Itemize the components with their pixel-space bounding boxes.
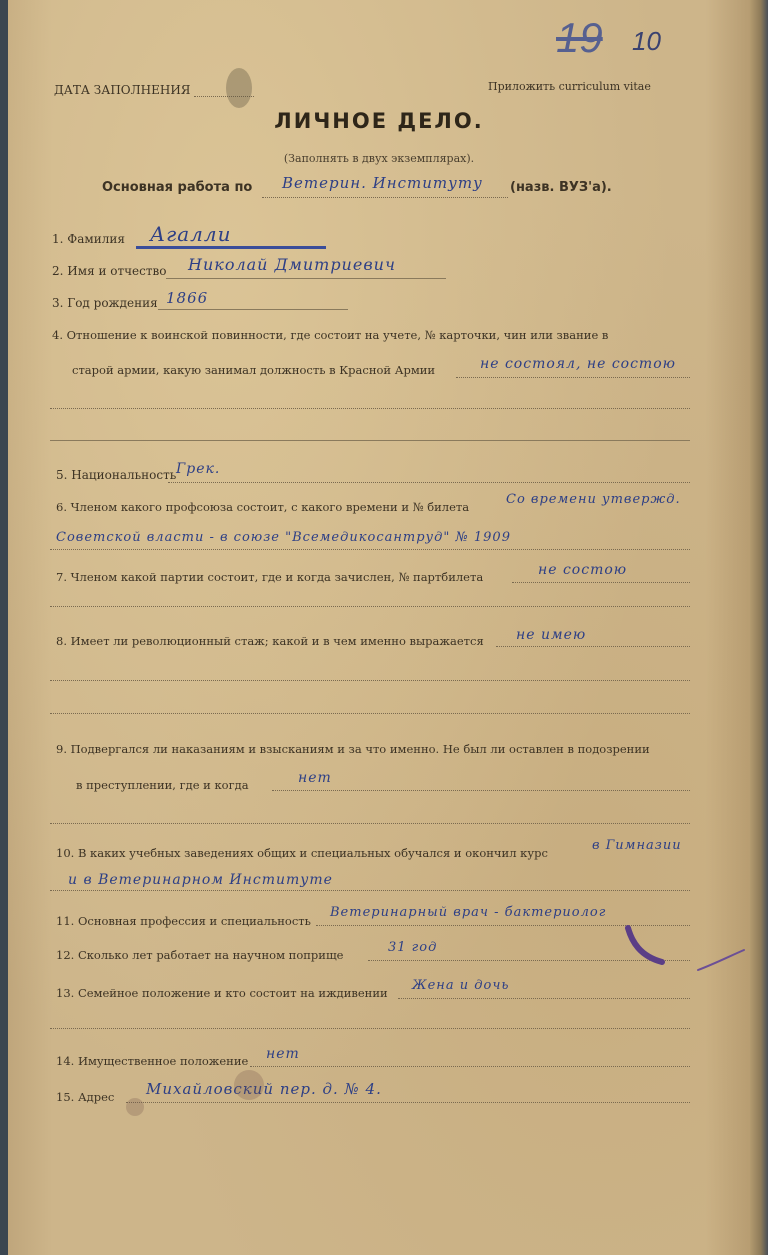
field-7-label: 7. Членом какой партии состоит, где и когда зачислен, № партбилета <box>56 570 484 584</box>
field-9-label-line2: в преступлении, где и когда <box>76 778 249 792</box>
field-10-label: 10. В каких учебных заведениях общих и специальных обучался и окончил курс <box>56 846 548 860</box>
field-14-value: нет <box>266 1046 300 1062</box>
field-5-line <box>168 482 690 483</box>
date-label: ДАТА ЗАПОЛНЕНИЯ <box>54 83 191 97</box>
field-11-label: 11. Основная профессия и специальность <box>56 914 311 928</box>
main-work-label: Основная работа по <box>102 180 253 195</box>
field-4-blank-line-1 <box>50 408 690 409</box>
field-15-dots <box>126 1102 690 1103</box>
page-title: ЛИЧНОЕ ДЕЛО. <box>274 109 484 133</box>
smudge <box>126 1098 144 1116</box>
field-9-dots <box>272 790 690 791</box>
field-1-value: Агалли <box>150 222 232 246</box>
smudge <box>234 1070 264 1100</box>
field-2-value: Николай Дмитриевич <box>188 255 396 274</box>
field-10-line <box>50 890 690 891</box>
field-7-value: не состою <box>538 562 628 578</box>
field-8-value: не имею <box>516 627 587 643</box>
field-15-value: Михайловский пер. д. № 4. <box>146 1080 382 1098</box>
field-6-label: 6. Членом какого профсоюза состоит, с какого времени и № билета <box>56 500 470 514</box>
field-5-value: Грек. <box>176 461 221 477</box>
field-12-value: 31 год <box>388 940 438 955</box>
document-sheet <box>8 0 750 1255</box>
binding-edge <box>750 0 768 1255</box>
field-2-line <box>166 278 446 279</box>
field-9-blank-line <box>50 823 690 824</box>
ink-blot <box>226 68 252 108</box>
field-13-dots <box>398 998 690 999</box>
field-13-blank-line <box>50 1028 690 1029</box>
attach-note: Приложить curriculum vitae <box>488 80 651 93</box>
field-8-blank-line-2 <box>50 713 690 714</box>
field-10-value-line2: и в Ветеринарном Институте <box>68 872 333 888</box>
field-8-dots <box>496 646 690 647</box>
field-1-underline <box>136 246 326 249</box>
field-9-value: нет <box>298 770 332 786</box>
field-1-label: 1. Фамилия <box>52 232 125 246</box>
field-14-dots <box>250 1066 690 1067</box>
field-3-label: 3. Год рождения <box>52 296 158 310</box>
field-4-label-line2: старой армии, какую занимал должность в Красной Армии <box>72 363 436 377</box>
folio-number: 10 <box>632 26 661 56</box>
field-13-label: 13. Семейное положение и кто состоит на иждивении <box>56 986 388 1000</box>
field-15-label: 15. Адрес <box>56 1090 115 1104</box>
field-6-value-line1: Со времени утвержд. <box>506 492 681 507</box>
field-10-value-line1: в Гимназии <box>592 838 682 853</box>
field-7-blank-line <box>50 606 690 607</box>
field-7-dots <box>512 582 690 583</box>
field-4-value: не состоял, не состою <box>480 356 676 372</box>
field-6-value-line2: Советской власти - в союзе "Всемедикосантруд" № 1909 <box>56 530 511 545</box>
folio-struck: 19 <box>556 14 603 61</box>
field-4-dots <box>456 377 690 378</box>
field-4-blank-line-2 <box>50 440 690 441</box>
field-14-label: 14. Имущественное положение <box>56 1054 249 1068</box>
field-5-label: 5. Национальность <box>56 468 177 482</box>
main-work-line <box>262 197 508 198</box>
field-3-line <box>158 309 348 310</box>
ink-stroke-mark <box>618 920 748 980</box>
field-8-label: 8. Имеет ли революционный стаж; какой и в чем именно выражается <box>56 634 484 648</box>
field-6-line <box>50 549 690 550</box>
main-work-value: Ветерин. Институту <box>282 174 483 192</box>
page-subtitle: (Заполнять в двух экземплярах). <box>283 152 475 165</box>
main-work-suffix: (назв. ВУЗ'а). <box>510 180 612 195</box>
field-12-label: 12. Сколько лет работает на научном поприще <box>56 948 344 962</box>
field-8-blank-line-1 <box>50 680 690 681</box>
field-3-value: 1866 <box>166 289 209 307</box>
field-9-label-line1: 9. Подвергался ли наказаниям и взысканиям и за что именно. Не был ли оставлен в подозрении <box>56 742 650 756</box>
field-4-label-line1: 4. Отношение к воинской повинности, где состоит на учете, № карточки, чин или звание в <box>52 328 609 342</box>
field-13-value: Жена и дочь <box>412 978 510 993</box>
field-11-value: Ветеринарный врач - бактериолог <box>330 905 607 920</box>
field-2-label: 2. Имя и отчество <box>52 264 167 278</box>
